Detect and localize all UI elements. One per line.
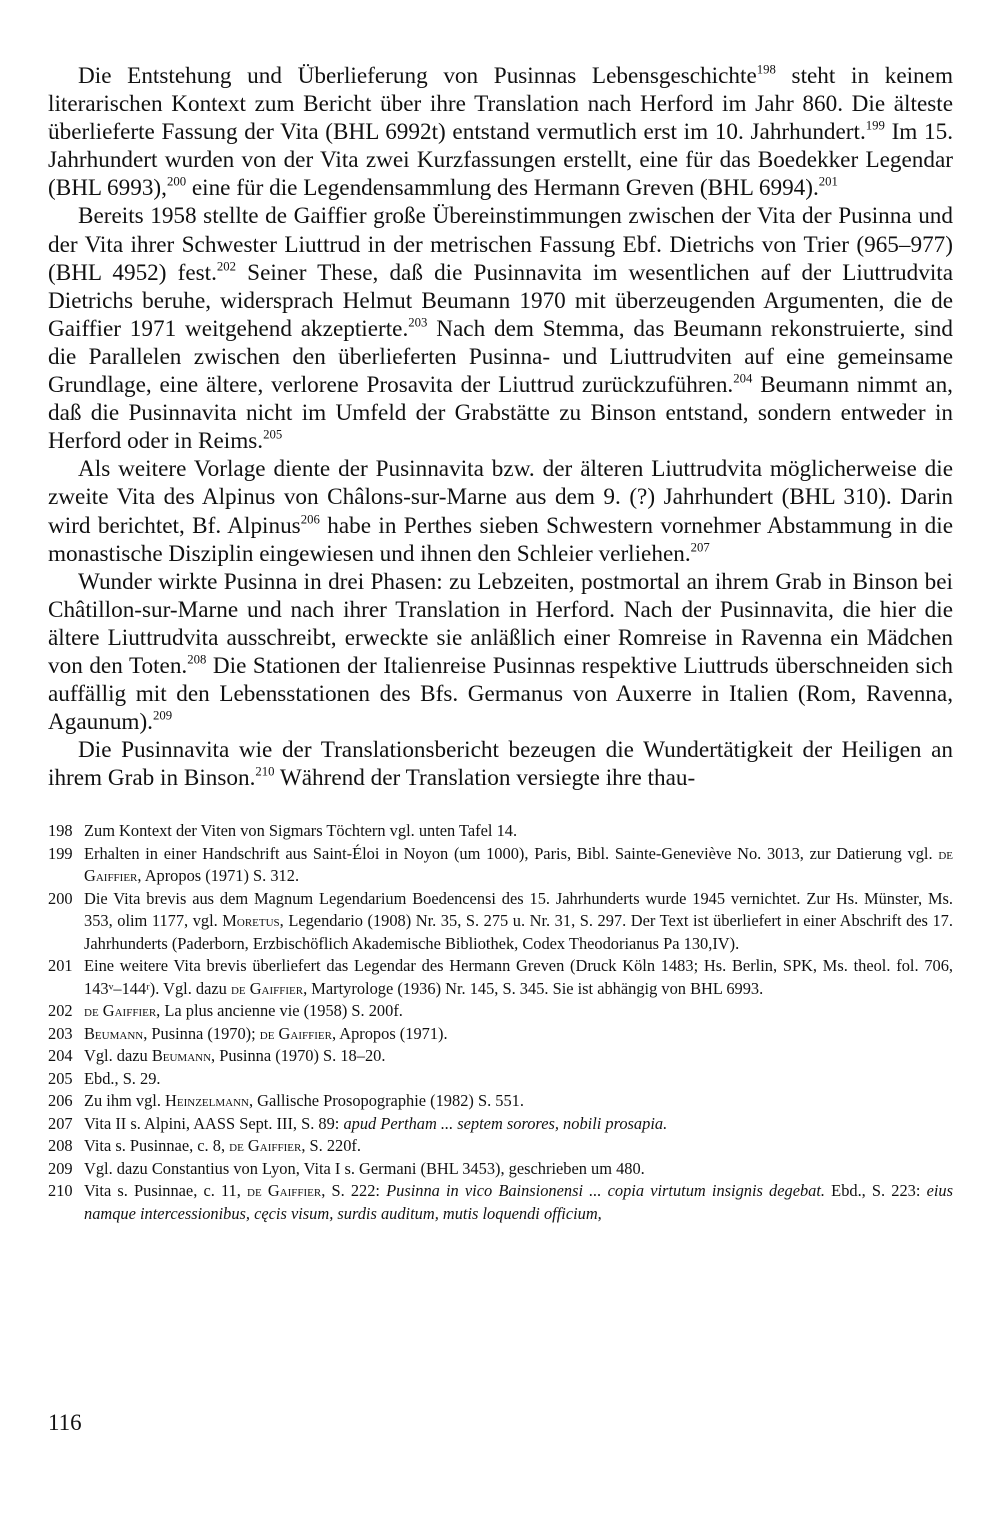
footnote <box>48 1180 953 1225</box>
footnote-ref: 202 <box>216 259 237 274</box>
text: Während der Translation versiegte ihre thau- <box>274 765 696 792</box>
footnote-number: 205 <box>48 1068 73 1088</box>
paragraph <box>48 202 953 455</box>
text: steht in keinem literarischen Kontext zum Bericht über ihre Translation nach Herford im Jahr 860. Die älteste überlieferte Fassung der Vita (BHL 6992t) entstand vermutlich erst im 10. Jahrhundert. <box>48 63 953 146</box>
text: Im 15. Jahrhundert wurden von der Vita zwei Kurzfassungen erstellt, eine für das Boedekker Legendar (BHL 6993), <box>48 119 953 202</box>
text: , Pusinna (1970); <box>143 1023 260 1043</box>
footnote-ref: 198 <box>756 62 776 77</box>
page <box>48 62 953 1225</box>
footnote-ref: 200 <box>166 174 187 189</box>
text: Wunder wirkte Pusinna in drei Phasen: zu Lebzeiten, postmortal an ihrem Grab in Binson bei Châtillon-sur-Marne und nach ihrer Translation in Herford. Nach der Pusinnavita, die hier die ältere Liuttrudvita ausschreibt, erweckte sie anläßlich einer Romreise in Ravenna ein Mädchen von den Toten. <box>48 568 953 679</box>
text: Beumann nimmt an, daß die Pusinnavita nicht im Umfeld der Grabstätte zu Binson entstand, sondern entweder in Herford oder in Reims. <box>48 372 953 455</box>
footnote-separator <box>48 792 953 820</box>
paragraph <box>48 568 953 737</box>
text: , Martyrologe (1936) Nr. 145, S. 345. Sie ist abhängig von BHL 6993. <box>303 978 764 998</box>
footnote <box>48 1090 953 1113</box>
text: habe in Perthes sieben Schwestern vornehmer Abstammung in die monastische Disziplin eingewiesen und ihnen den Schleier verliehen. <box>48 512 953 567</box>
footnote-number: 202 <box>48 1001 73 1021</box>
latin-quote: Pusinna in vico Bainsionensi ... copia virtutum insignis degebat. <box>386 1181 826 1201</box>
footnote-text <box>84 888 953 956</box>
footnote <box>48 1023 953 1046</box>
footnote <box>48 955 953 1000</box>
text: , La plus ancienne vie (1958) S. 200f. <box>156 1001 403 1021</box>
text: Eine weitere Vita brevis überliefert das Legendar des Hermann Greven (Druck Köln 1483; Hs. Berlin, SPK, Ms. theol. fol. 706, 143ᵛ–144ʳ). Vgl. dazu <box>84 956 953 998</box>
paragraph <box>48 62 953 202</box>
text: Erhalten in einer Handschrift aus Saint-Éloi in Noyon (um 1000), Paris, Bibl. Sainte-Geneviève No. 3013, zur Datierung vgl. <box>84 843 939 863</box>
footnote <box>48 843 953 888</box>
footnote-number: 209 <box>48 1158 73 1178</box>
author-name: de Gaiffier <box>247 1181 322 1201</box>
text: , Pusinna (1970) S. 18–20. <box>211 1046 386 1066</box>
text: Ebd., S. 29. <box>84 1068 161 1088</box>
author-name: Beumann <box>84 1023 144 1043</box>
footnote-text <box>84 1113 953 1136</box>
text: Ebd., S. 223: <box>825 1181 927 1201</box>
author-name: Heinzelmann <box>165 1091 249 1111</box>
text: Seiner These, daß die Pusinnavita im wesentlichen auf der Liuttrudvita Dietrichs beruhe, widersprach Helmut Beumann 1970 mit überzeugenden Argumenten, die de Gaiffier 1971 weitgehend akzeptierte. <box>48 259 953 342</box>
footnote-number: 203 <box>48 1023 73 1043</box>
footnote <box>48 1135 953 1158</box>
footnote <box>48 888 953 956</box>
text: Als weitere Vorlage diente der Pusinnavita bzw. der älteren Liuttrudvita möglicherweise die zweite Vita des Alpinus von Châlons-sur-Marne aus dem 9. (?) Jahrhundert (BHL 310). Darin wird berichtet, Bf. Alpinus <box>48 456 953 539</box>
text: Vita II s. Alpini, AASS Sept. III, S. 89: <box>84 1113 344 1133</box>
text: Zum Kontext der Viten von Sigmars Töchtern vgl. unten Tafel 14. <box>84 821 518 841</box>
footnote-text <box>84 820 953 843</box>
text: Die Entstehung und Überlieferung von Pusinnas Lebensgeschichte <box>78 63 757 89</box>
footnote-number: 198 <box>48 821 73 841</box>
text: , Legendario (1908) Nr. 35, S. 275 u. Nr. 31, S. 297. Der Text ist überliefert in einer Abschrift des 17. Jahrhunderts (Paderborn, Erzbischöflich Akademische Bibliothek, Codex Theodorianus Pa 130,IV). <box>84 911 953 953</box>
footnote-ref: 204 <box>733 371 753 386</box>
author-name: de Gaiffier <box>230 978 304 998</box>
footnote <box>48 1000 953 1023</box>
text: Vgl. dazu Constantius von Lyon, Vita I s. Germani (BHL 3453), geschrieben um 480. <box>84 1158 645 1178</box>
footnote-ref: 209 <box>152 708 173 723</box>
text: Vgl. dazu <box>84 1046 152 1066</box>
text: , S. 220f. <box>301 1136 361 1156</box>
footnote-text <box>84 1090 953 1113</box>
footnote-number: 199 <box>48 843 73 863</box>
text: eine für die Legendensammlung des Hermann Greven (BHL 6994). <box>186 175 819 202</box>
text: Nach dem Stemma, das Beumann rekonstruierte, sind die Parallelen zwischen den überlieferten Pusinna- und Liuttrudviten auf eine gemeinsame Grundlage, eine ältere, verlorene Prosavita der Liuttrud zurückzuführen. <box>48 315 953 399</box>
footnote-ref: 199 <box>865 118 885 133</box>
paragraph <box>48 736 953 792</box>
footnote-text <box>84 1045 953 1068</box>
text: Bereits 1958 stellte de Gaiffier große Übereinstimmungen zwischen der Vita der Pusinna und der Vita ihrer Schwester Liuttrud in der metrischen Fassung Ebf. Dietrichs von Trier (965–977) (BHL 4952) fest. <box>48 203 953 286</box>
text: , Apropos (1971) S. 312. <box>137 866 300 886</box>
footnote <box>48 1158 953 1181</box>
footnote-text <box>84 1068 953 1091</box>
footnote-number: 208 <box>48 1136 73 1156</box>
footnote-ref: 205 <box>263 427 283 442</box>
footnote-number: 200 <box>48 888 73 908</box>
footnote-text <box>84 1000 953 1023</box>
footnote-number: 204 <box>48 1046 73 1066</box>
footnote <box>48 1068 953 1091</box>
footnote-text <box>84 1180 953 1225</box>
footnote-number: 201 <box>48 956 73 976</box>
footnote-text <box>84 1158 953 1181</box>
footnote-text <box>84 955 953 1000</box>
footnote <box>48 820 953 843</box>
main-text <box>48 62 953 792</box>
footnote <box>48 1045 953 1068</box>
footnotes <box>48 820 953 1225</box>
text: Die Vita brevis aus dem Magnum Legendarium Boedencensi des 15. Jahrhunderts wurde 1945 vernichtet. Zur Hs. Münster, Ms. 353, olim 1177, vgl. <box>84 888 953 931</box>
footnote-number: 210 <box>48 1181 73 1201</box>
text: , Apropos (1971). <box>331 1023 448 1043</box>
author-name: de Gaiffier <box>84 1001 157 1021</box>
author-name: de Gaiffier <box>229 1136 302 1156</box>
text: , S. 222: <box>321 1181 387 1201</box>
footnote-text <box>84 1135 953 1158</box>
footnote-ref: 208 <box>187 652 207 667</box>
author-name: de Gaiffier <box>84 843 953 886</box>
paragraph <box>48 455 953 567</box>
text: Die Stationen der Italienreise Pusinnas respektive Liuttruds überschneiden sich auffällig mit den Lebensstationen des Bfs. Germanus von Auxerre in Italien (Rom, Ravenna, Agaunum). <box>48 652 954 736</box>
footnote-ref: 206 <box>300 511 320 526</box>
text: Vita s. Pusinnae, c. 11, <box>84 1181 247 1201</box>
footnote-ref: 207 <box>690 540 710 555</box>
footnote-ref: 203 <box>408 315 428 330</box>
author-name: de Gaiffier <box>259 1023 332 1043</box>
text: , Gallische Prosopographie (1982) S. 551. <box>248 1091 524 1111</box>
author-name: Beumann <box>151 1046 212 1066</box>
footnote <box>48 1113 953 1136</box>
text: Vita s. Pusinnae, c. 8, <box>84 1136 230 1156</box>
footnote-number: 207 <box>48 1113 73 1133</box>
footnote-number: 206 <box>48 1091 73 1111</box>
footnote-ref: 210 <box>255 764 275 779</box>
footnote-text <box>84 843 953 888</box>
latin-quote: apud Pertham ... septem sorores, nobili prosapia. <box>343 1113 668 1133</box>
footnote-text <box>84 1023 953 1046</box>
text: Die Pusinnavita wie der Translationsbericht bezeugen die Wundertätigkeit der Heiligen an ihrem Grab in Binson. <box>48 737 953 792</box>
latin-quote: eius namque intercessionibus, cęcis visum, surdis auditum, mutis loquendi officium, <box>84 1181 953 1223</box>
footnote-ref: 201 <box>818 174 838 189</box>
author-name: Moretus <box>222 911 280 931</box>
page-number: 116 <box>48 1410 82 1435</box>
text: Zu ihm vgl. <box>84 1091 166 1111</box>
